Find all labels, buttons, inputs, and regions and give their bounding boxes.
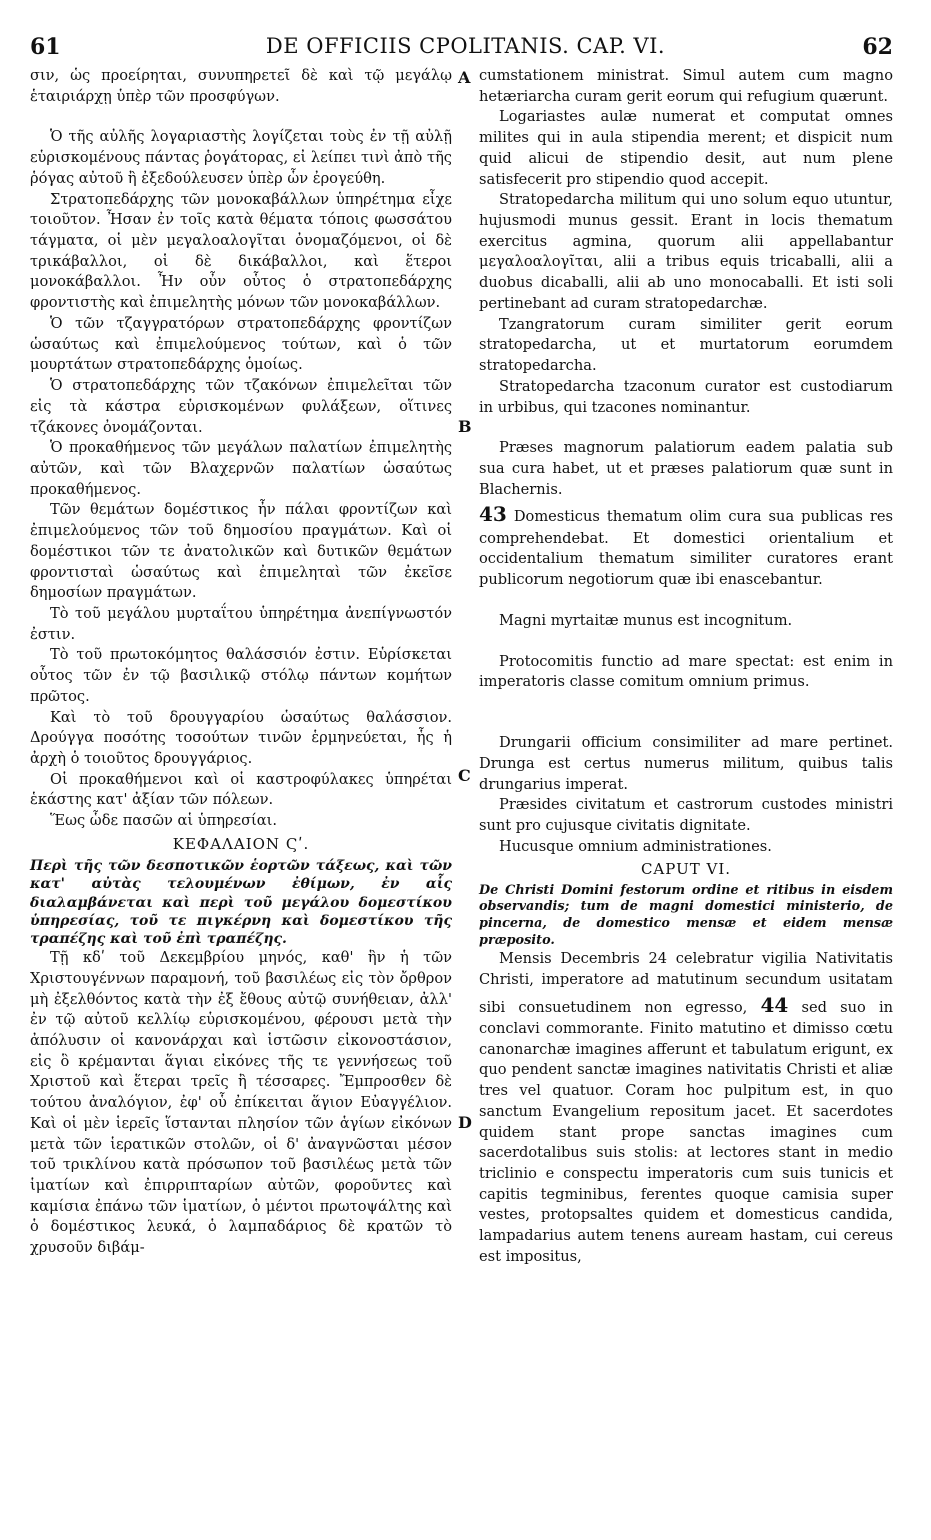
greek-chapter-title: Περὶ τῆς τῶν δεσποτικῶν ἑορτῶν τάξεως, καὶ τῶν κατ' αὐτὰς τελουμένων ἐθίμων, ἐν αἷς διαλαμβάνεται καὶ περὶ τοῦ μεγάλου δομεστίκου ὑπηρεσίας, τοῦ τε πιγκέρνη καὶ δομεστίκου τῆς τραπέζης καὶ τοῦ ἐπὶ τραπέζης.: [30, 858, 452, 947]
margin-letter-a: A: [458, 68, 471, 87]
greek-paragraph: Ὁ τῶν τζαγγρατόρων στρατοπεδάρχης φροντίζων ὡσαύτως καὶ ἐπιμελούμενος τούτων, καὶ ὁ τῶν μουρτάτων στρατοπεδάρχης ὁμοίως.: [30, 314, 452, 374]
greek-paragraph: Οἱ προκαθήμενοι καὶ οἱ καστροφύλακες ὑπηρέται ἑκάστης κατ' ἀξίαν τῶν πόλεων.: [30, 770, 452, 809]
greek-paragraph: Ὁ προκαθήμενος τῶν μεγάλων παλατίων ἐπιμελητὴς αὐτῶν, καὶ τῶν Βλαχερνῶν παλατίων ὡσαύτως προκαθήμενος.: [30, 439, 452, 498]
margin-letter-b: B: [458, 417, 472, 436]
latin-text: sed suo in conclavi commorante. Finito matutino et dimisso cœtu canonarchæ imagines afferunt et tabulatum erigunt, ex quo pendent sanctæ imagines nativitatis Christi et aliæ tres vel quatuor. Coram hoc pulpitum est, in quo sanctum Evangelium repositum jacet. Et sacerdotes quidem stant prope sanctas imagines cum sacerdotalibus suis stolis: at lectores stant in medio triclinio e conspectu imperatoris cum suis tunicis et capitis tegminibus, ferentes quoque camisia super vestes, protopsaltes quidem et domesticus candida, lampadarius autem tenens auream hastam, cui cereus est impositus,: [479, 998, 894, 1265]
greek-paragraph: Τὸ τοῦ μεγάλου μυρταΐτου ὑπηρέτημα ἀνεπίγνωστόν ἐστιν.: [30, 604, 452, 643]
greek-paragraph: Τὸ τοῦ πρωτοκόμητος θαλάσσιόν ἐστιν. Εὑρίσκεται οὗτος τῶν ἐν τῷ βασιλικῷ στόλῳ πάντων κομήτων πρῶτος.: [30, 646, 452, 705]
latin-paragraph: Præses magnorum palatiorum eadem palatia sub sua cura habet, ut et præses palatiorum quæ sunt in Blachernis.: [479, 439, 893, 498]
margin-letter-d: D: [458, 1113, 472, 1132]
latin-paragraph: Tzangratorum curam similiter gerit eorum stratopedarcha, ut et murtatorum eorumdem stratopedarcha.: [479, 315, 893, 375]
page-number-left: 61: [30, 34, 61, 60]
greek-paragraph: Ὁ στρατοπεδάρχης τῶν τζακόνων ἐπιμελεῖται τῶν εἰς τὰ κάστρα εὑρισκομένων φυλάξεων, οἵτινες τζάκονες ὀνομάζονται.: [30, 377, 452, 436]
greek-column: [30, 66, 452, 1259]
latin-paragraph: Protocomitis functio ad mare spectat: est enim in imperatoris classe comitum omnium primus.: [479, 652, 893, 691]
latin-paragraph: Stratopedarcha militum qui uno solum equo utuntur, hujusmodi munus gessit. Erant in locis thematum exercitus agmina, quorum alii appellabantur μεγαλοαλογῖται, alii a tribus equis tricaballi, alii a duobus dicaballi, alii ab uno monocaballi. Et isti soli pertinebant ad curam stratopedarchæ.: [479, 191, 893, 312]
marginal-number-43: 43: [479, 502, 507, 527]
latin-paragraph: Magni myrtaitæ munus est incognitum.: [499, 611, 793, 629]
latin-text: Domesticus thematum olim cura sua publicas res comprehendebat. Et domestici orientalium et occidentalium thematum similiter curatores erant publicorum negotiorum quæ ibi enascebantur.: [479, 508, 893, 589]
greek-paragraph: Καὶ τὸ τοῦ δρουγγαρίου ὡσαύτως θαλάσσιον. Δρούγγα ποσότης τοσούτων τινῶν ἑρμηνεύεται, ἧς ἡ ἀρχὴ ὁ τοιοῦτος δρουγγάριος.: [30, 708, 452, 767]
latin-paragraph: Præsides civitatum et castrorum custodes ministri sunt pro cujusque civitatis dignitate.: [479, 796, 893, 834]
latin-paragraph: [479, 949, 893, 1267]
page-number-right: 62: [862, 34, 893, 60]
latin-paragraph: Logariastes aulæ numerat et computat omnes milites qui in aula stipendia merent; et dispicit num quid alicui de stipendio desit, aut num plene satisfecerit pro stipendio quod accepit.: [479, 108, 893, 188]
greek-paragraph: Τῶν θεμάτων δομέστικος ἦν πάλαι φροντίζων καὶ ἐπιμελούμενος τῶν τοῦ δημοσίου πραγμάτων. Καὶ οἱ δομέστικοι τῶν τε ἀνατολικῶν καὶ δυτικῶν θεμάτων φροντισταὶ ὡσαύτως καὶ ἐπιμεληταὶ τῶν ἐκεῖσε δημοσίων πραγμάτων.: [30, 501, 452, 602]
greek-paragraph: Τῇ κδʹ τοῦ Δεκεμβρίου μηνός, καθ' ἣν ἡ τῶν Χριστουγέννων παραμονή, τοῦ βασιλέως εἰς τὸν ὄρθρον μὴ ἐξελθόντος κατὰ τὴν ἐξ ἔθους αὐτῷ συνήθειαν, ἀλλ' ἐν τῷ αὐτοῦ κελλίῳ εὑρισκομένου, φέρουσι μετὰ τὴν ἀπόλυσιν οἱ κανονάρχαι καὶ ἱστῶσιν εἰκονοστάσιον, εἰς ὃ κρέμανται ἅγιαι εἰκόνες τῆς τε γεννήσεως τοῦ Χριστοῦ καὶ ἕτεραι τρεῖς ἢ τέσσαρες. Ἔμπροσθεν δὲ τούτου ἀναλόγιον, ἐφ' οὗ ἐπίκειται ἅγιον Εὐαγγέλιον. Καὶ οἱ μὲν ἱερεῖς ἵστανται πλησίον τῶν ἁγίων εἰκόνων μετὰ τῶν ἱερατικῶν στολῶν, οἱ δ' ἀναγνῶσται μέσον τοῦ τρικλίνου κατὰ πρόσωπον τοῦ βασιλέως μετὰ τῶν ἱματίων καὶ ἐπιρριπταρίων αὐτῶν, φοροῦντες καὶ καμίσια ἐπάνω τῶν ἱματίων, ὁ μέντοι πρωτοψάλτης καὶ ὁ δομέστικος λευκά, ὁ λαμπαδάριος δὲ κρατῶν τὸ χρυσοῦν διβάμ-: [30, 949, 452, 1257]
latin-chapter-title: De Christi Domini festorum ordine et ritibus in eisdem observandis; tum de magni domestici ministerio, de pincerna, de domestico mensæ et eidem mensæ præposito.: [479, 882, 893, 948]
greek-paragraph: Ἕως ὧδε πασῶν αἱ ὑπηρεσίαι.: [50, 812, 277, 830]
latin-paragraph: Hucusque omnium administrationes.: [499, 837, 772, 855]
latin-paragraph: Drungarii officium consimiliter ad mare pertinet. Drunga est certus numerus militum, quibus talis drungarius imperat.: [479, 734, 893, 793]
running-title: DE OFFICIIS CPOLITANIS. CAP. VI.: [265, 34, 666, 58]
latin-column: [479, 66, 893, 1268]
greek-paragraph: Στρατοπεδάρχης τῶν μονοκαβάλλων ὑπηρέτημα εἶχε τοιοῦτον. Ἦσαν ἐν τοῖς κατὰ θέματα τόποις φωσσάτου τάγματα, οἱ μὲν μεγαλοαλογῖται ὀνομαζόμενοι, οἱ δὲ τρικάβαλλοι, οἱ δὲ δικάβαλλοι, καὶ ἕτεροι μονοκάβαλλοι. Ἦν οὖν οὗτος ὁ στρατοπεδάρχης φροντιστὴς καὶ ἐπιμελητὴς μόνων τῶν μονοκαβάλλων.: [30, 190, 452, 312]
greek-paragraph: σιν, ὡς προείρηται, συνυπηρετεῖ δὲ καὶ τῷ μεγάλῳ ἑταιριάρχῃ ὑπὲρ τῶν προσφύγων.: [30, 67, 452, 105]
latin-text: Mensis Decembris 24 celebratur vigilia Nativitatis Christi, imperatore ad matutinum secundum usitatam sibi consuetudinem non egresso,: [479, 950, 893, 1016]
latin-chapter-heading: CAPUT VI.: [640, 860, 732, 879]
greek-paragraph: Ὁ τῆς αὐλῆς λογαριαστὴς λογίζεται τοὺς ἐν τῇ αὐλῇ εὑρισκομένους πάντας ῥογάτορας, εἰ λείπει τινὶ ἀπὸ τῆς ῥόγας αὐτοῦ ἢ ἐξεδούλευσεν ὑπὲρ ὧν ἐρογεύθη.: [30, 128, 452, 187]
greek-chapter-heading: ΚΕΦΑΛΑΙΟΝ Ϛʹ.: [172, 834, 310, 853]
latin-paragraph: [479, 500, 893, 591]
latin-paragraph: cumstationem ministrat. Simul autem cum magno hetæriarcha curam gerit eorum qui refugium quærunt.: [479, 67, 893, 105]
latin-paragraph: Stratopedarcha tzaconum curator est custodiarum in urbibus, qui tzacones nominantur.: [479, 377, 893, 416]
margin-letter-c: C: [458, 766, 471, 785]
page-header: [0, 34, 931, 64]
marginal-number-44: 44: [760, 992, 789, 1017]
